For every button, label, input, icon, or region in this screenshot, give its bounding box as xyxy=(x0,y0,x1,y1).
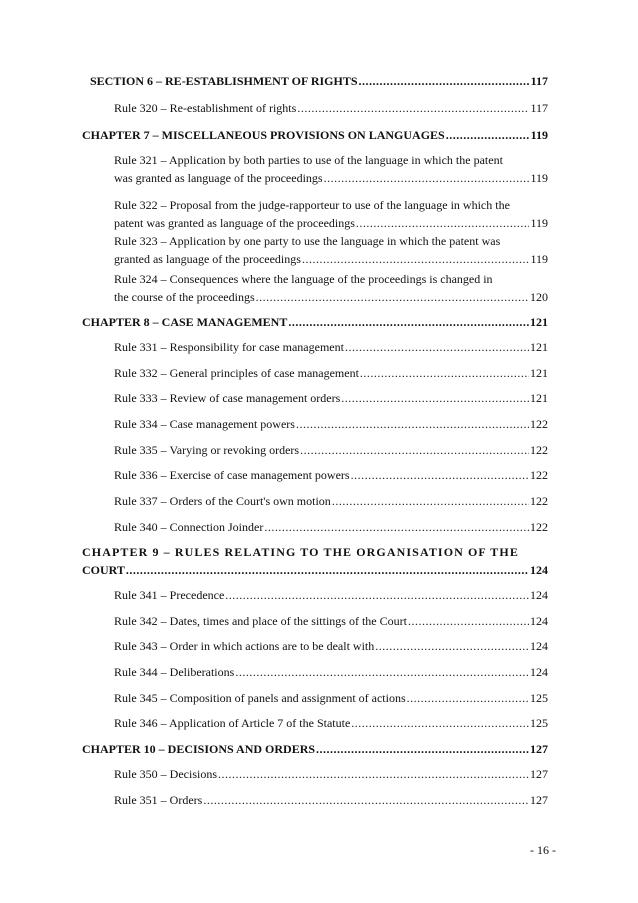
leader-dots xyxy=(302,250,530,268)
leader-dots xyxy=(332,492,529,510)
toc-entry-title: granted as language of the proceedings xyxy=(114,252,301,266)
leader-dots xyxy=(324,169,530,187)
toc-entry-chapter-9[interactable] xyxy=(82,543,548,579)
toc-entry-title: CHAPTER 10 – DECISIONS AND ORDERS xyxy=(82,742,316,756)
toc-page-number: 124 xyxy=(530,614,548,628)
leader-dots xyxy=(256,288,529,306)
toc-entry-section-6[interactable] xyxy=(90,72,548,90)
toc-page-number: 119 xyxy=(530,252,548,266)
toc-page-number: 121 xyxy=(530,391,548,405)
toc-page-number: 119 xyxy=(530,128,548,142)
toc-entry-rule-341[interactable] xyxy=(114,586,548,604)
toc-entry-rule-323[interactable] xyxy=(114,232,548,268)
toc-entry-title: Rule 337 – Orders of the Court's own motion xyxy=(114,494,331,508)
toc-page-number: 127 xyxy=(530,793,548,807)
leader-dots xyxy=(375,637,529,655)
toc-entry-rule-333[interactable] xyxy=(114,389,548,407)
toc-entry-title: Rule 342 – Dates, times and place of the sittings of the Court xyxy=(114,614,407,628)
toc-entry-title: Rule 340 – Connection Joinder xyxy=(114,520,264,534)
toc-entry-title-line1: Rule 324 – Consequences where the language of the proceedings is changed in xyxy=(114,272,493,286)
toc-page-number: 124 xyxy=(530,588,548,602)
toc-page-number: 119 xyxy=(530,171,548,185)
toc-entry-rule-342[interactable] xyxy=(114,612,548,630)
toc-page-number: 122 xyxy=(530,520,548,534)
toc-page-number: 124 xyxy=(530,639,548,653)
toc-entry-chapter-8[interactable] xyxy=(82,313,548,331)
toc-entry-title: Rule 333 – Review of case management orders xyxy=(114,391,341,405)
toc-entry-rule-335[interactable] xyxy=(114,441,548,459)
toc-entry-rule-345[interactable] xyxy=(114,689,548,707)
toc-page-number: 127 xyxy=(530,767,548,781)
leader-dots xyxy=(126,561,529,579)
toc-entry-title-line1: Rule 322 – Proposal from the judge-rapporteur to use of the language in which the xyxy=(114,198,510,212)
leader-dots xyxy=(359,72,530,90)
toc-entry-title: Rule 331 – Responsibility for case management xyxy=(114,340,344,354)
toc-entry-title: was granted as language of the proceedings xyxy=(114,171,323,185)
leader-dots xyxy=(264,518,529,536)
toc-entry-title: Rule 332 – General principles of case management xyxy=(114,366,359,380)
toc-page-number: 117 xyxy=(530,74,548,88)
toc-page-number: 119 xyxy=(530,216,548,230)
toc-entry-title-line1: Rule 321 – Application by both parties to use of the language in which the patent xyxy=(114,153,503,167)
toc-entry-title: Rule 351 – Orders xyxy=(114,793,203,807)
leader-dots xyxy=(356,214,530,232)
leader-dots xyxy=(341,389,529,407)
toc-page-number: 125 xyxy=(530,691,548,705)
leader-dots xyxy=(288,313,529,331)
toc-entry-rule-346[interactable] xyxy=(114,714,548,732)
toc-entry-title: COURT xyxy=(82,563,125,577)
toc-entry-title: Rule 320 – Re-establishment of rights xyxy=(114,101,297,115)
toc-page-number: 122 xyxy=(530,417,548,431)
toc-entry-rule-344[interactable] xyxy=(114,663,548,681)
toc-entry-rule-324[interactable] xyxy=(114,270,548,306)
leader-dots xyxy=(446,126,530,144)
toc-entry-rule-321[interactable] xyxy=(114,151,548,187)
toc-page-number: 120 xyxy=(530,290,548,304)
toc-entry-title: Rule 350 – Decisions xyxy=(114,767,217,781)
toc-entry-rule-334[interactable] xyxy=(114,415,548,433)
toc-page-number: 124 xyxy=(530,665,548,679)
toc-entry-title: SECTION 6 – RE-ESTABLISHMENT OF RIGHTS xyxy=(90,74,358,88)
leader-dots xyxy=(300,441,529,459)
toc-entry-rule-350[interactable] xyxy=(114,765,548,783)
toc-entry-rule-340[interactable] xyxy=(114,518,548,536)
toc-entry-rule-332[interactable] xyxy=(114,364,548,382)
toc-entry-rule-336[interactable] xyxy=(114,466,548,484)
toc-entry-rule-337[interactable] xyxy=(114,492,548,510)
leader-dots xyxy=(218,765,529,783)
toc-entry-title: Rule 346 – Application of Article 7 of the Statute xyxy=(114,716,351,730)
toc-entry-rule-322[interactable] xyxy=(114,196,548,232)
toc-entry-title-line1: CHAPTER 9 – RULES RELATING TO THE ORGANISATION OF THE xyxy=(82,545,519,559)
toc-entry-title: patent was granted as language of the proceedings xyxy=(114,216,355,230)
leader-dots xyxy=(345,338,529,356)
toc-entry-title: Rule 335 – Varying or revoking orders xyxy=(114,443,300,457)
toc-page-number: 121 xyxy=(530,366,548,380)
toc-entry-rule-320[interactable] xyxy=(114,99,548,117)
leader-dots xyxy=(316,740,529,758)
toc-entry-title: Rule 344 – Deliberations xyxy=(114,665,235,679)
leader-dots xyxy=(407,689,529,707)
leader-dots xyxy=(203,791,529,809)
toc-entry-title: Rule 336 – Exercise of case management powers xyxy=(114,468,350,482)
toc-page-number: 122 xyxy=(530,468,548,482)
leader-dots xyxy=(235,663,529,681)
toc-page-number: 127 xyxy=(530,742,548,756)
toc-entry-rule-343[interactable] xyxy=(114,637,548,655)
leader-dots xyxy=(225,586,529,604)
leader-dots xyxy=(297,99,529,117)
leader-dots xyxy=(408,612,529,630)
toc-entry-title: CHAPTER 7 – MISCELLANEOUS PROVISIONS ON LANGUAGES xyxy=(82,128,445,142)
toc-page-number: 121 xyxy=(530,340,548,354)
toc-page-number: 125 xyxy=(530,716,548,730)
toc-page-number: 117 xyxy=(530,101,548,115)
leader-dots xyxy=(360,364,529,382)
toc-entry-title: Rule 345 – Composition of panels and assignment of actions xyxy=(114,691,406,705)
leader-dots xyxy=(351,466,529,484)
toc-entry-title: Rule 341 – Precedence xyxy=(114,588,225,602)
page-number: - 16 - xyxy=(530,843,556,857)
toc-entry-title-line1: Rule 323 – Application by one party to use the language in which the patent was xyxy=(114,234,501,248)
leader-dots xyxy=(296,415,529,433)
toc-entry-title: the course of the proceedings xyxy=(114,290,255,304)
toc-page-number: 124 xyxy=(530,563,548,577)
toc-entry-chapter-10[interactable] xyxy=(82,740,548,758)
toc-entry-rule-351[interactable] xyxy=(114,791,548,809)
toc-entry-rule-331[interactable] xyxy=(114,338,548,356)
toc-entry-chapter-7[interactable] xyxy=(82,126,548,144)
toc-entry-title: Rule 334 – Case management powers xyxy=(114,417,295,431)
toc-page-number: 122 xyxy=(530,494,548,508)
leader-dots xyxy=(351,714,529,732)
toc-entry-title: CHAPTER 8 – CASE MANAGEMENT xyxy=(82,315,288,329)
toc-page-number: 121 xyxy=(530,315,548,329)
toc-page-number: 122 xyxy=(530,443,548,457)
toc-entry-title: Rule 343 – Order in which actions are to be dealt with xyxy=(114,639,375,653)
